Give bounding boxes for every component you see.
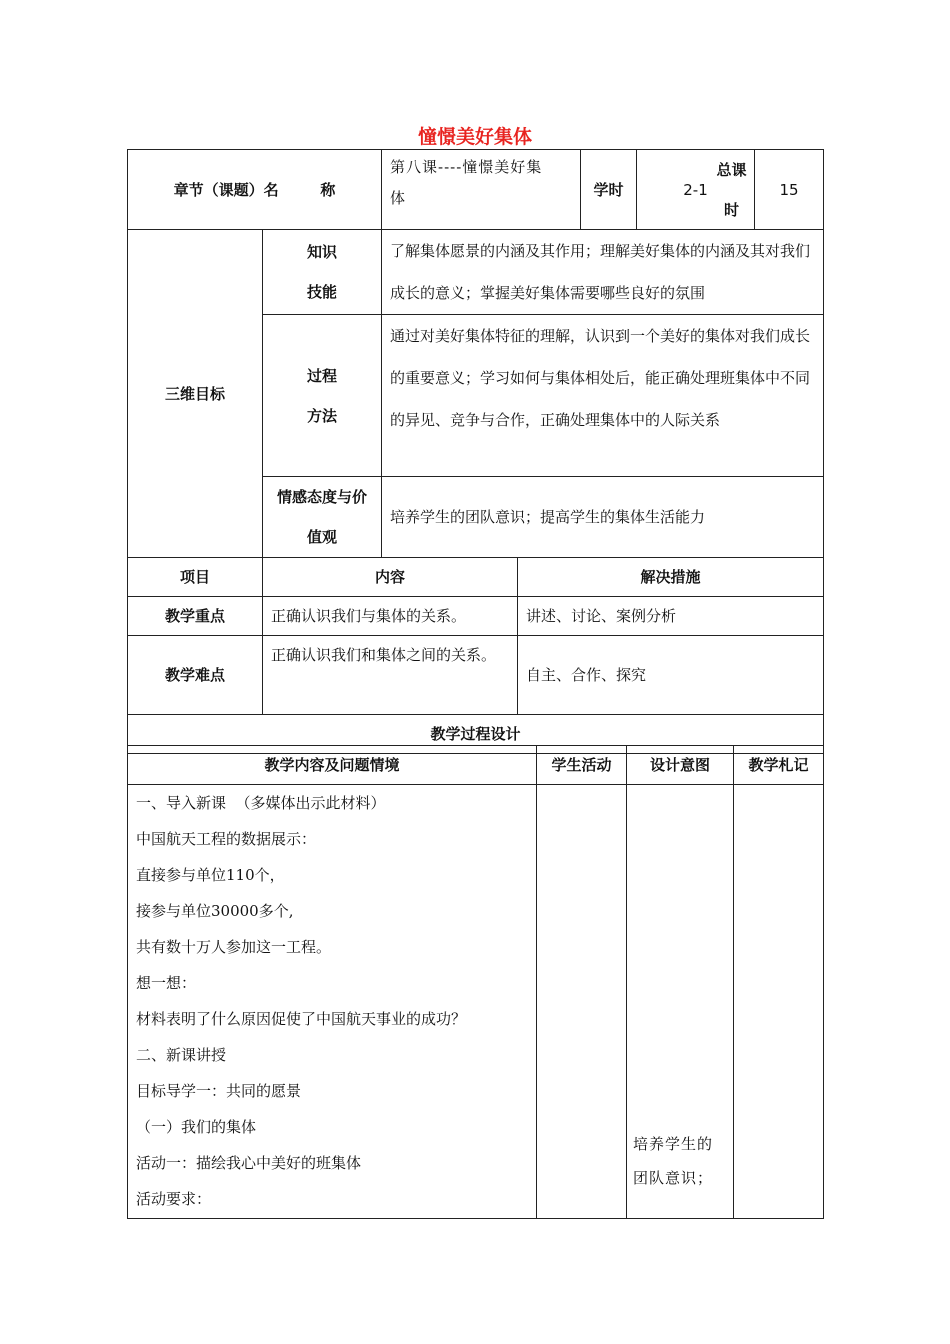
process-line: 接参与单位30000多个, [136, 902, 294, 920]
process-col-student: 学生活动 [537, 746, 627, 785]
process-line: 直接参与单位110个， [136, 866, 285, 884]
process-table [127, 745, 824, 1219]
chapter-label: 章节（课题）名 称 [128, 150, 382, 230]
process-line: 中国航天工程的数据展示： [136, 830, 317, 848]
page-title: 憧憬美好集体 [417, 126, 532, 148]
total-hours-label: 总课 时 [716, 161, 747, 219]
process-line: 活动一：描绘我心中美好的班集体 [136, 1154, 362, 1172]
process-section-title: 教学过程设计 [128, 715, 824, 754]
process-line: 活动要求： [136, 1190, 212, 1208]
focus-col-content: 内容 [263, 558, 518, 597]
key-point-measures: 讲述、讨论、案例分析 [518, 597, 824, 636]
process-line: （一）我们的集体 [136, 1118, 257, 1136]
key-point-content: 正确认识我们与集体的关系。 [263, 597, 518, 636]
process-label: 过程 方法 [263, 315, 382, 477]
process-line: 想一想： [136, 974, 197, 992]
process-line: 一、导入新课 （多媒体出示此材料） [136, 794, 386, 812]
process-col-notes: 教学札记 [734, 746, 824, 785]
teaching-notes-cell [734, 785, 824, 1219]
total-hours-value: 15 [755, 150, 824, 230]
design-intent-text: 培养学生的团队意识； [633, 1135, 714, 1187]
knowledge-label: 知识 技能 [263, 230, 382, 315]
difficult-point-content: 正确认识我们和集体之间的关系。 [263, 636, 518, 715]
process-line: 材料表明了什么原因促使了中国航天事业的成功？ [136, 1010, 467, 1028]
process-col-content: 教学内容及问题情境 [128, 746, 537, 785]
process-content-cell [128, 785, 537, 1219]
chapter-value: 第八课----憧憬美好集 体 [382, 150, 581, 230]
hours-value: 2-1 [637, 150, 755, 230]
process-lines [136, 785, 528, 1217]
difficult-point-measures: 自主、合作、探究 [518, 636, 824, 715]
focus-col-measures: 解决措施 [518, 558, 824, 597]
process-line: 目标导学一：共同的愿景 [136, 1082, 302, 1100]
design-intent-cell [627, 785, 734, 1219]
key-point-label: 教学重点 [128, 597, 263, 636]
process-col-intent: 设计意图 [627, 746, 734, 785]
difficult-point-label: 教学难点 [128, 636, 263, 715]
knowledge-text: 了解集体愿景的内涵及其作用；理解美好集体的内涵及其对我们成长的意义；掌握美好集体需要哪些良好的氛围 [382, 230, 824, 315]
process-line: 共有数十万人参加这一工程。 [136, 938, 332, 956]
emotion-label: 情感态度与价 值观 [263, 477, 382, 558]
lesson-plan-table [127, 149, 824, 754]
process-line: 二、新课讲授 [136, 1046, 227, 1064]
goals-label: 三维目标 [128, 230, 263, 558]
student-activity-cell [537, 785, 627, 1219]
hours-label: 学时 [581, 150, 637, 230]
emotion-text: 培养学生的团队意识；提高学生的集体生活能力 [382, 477, 824, 558]
process-text: 通过对美好集体特征的理解，认识到一个美好的集体对我们成长的重要意义；学习如何与集体相处后，能正确处理班集体中不同的异见、竞争与合作，正确处理集体中的人际关系 [382, 315, 824, 477]
focus-col-item: 项目 [128, 558, 263, 597]
